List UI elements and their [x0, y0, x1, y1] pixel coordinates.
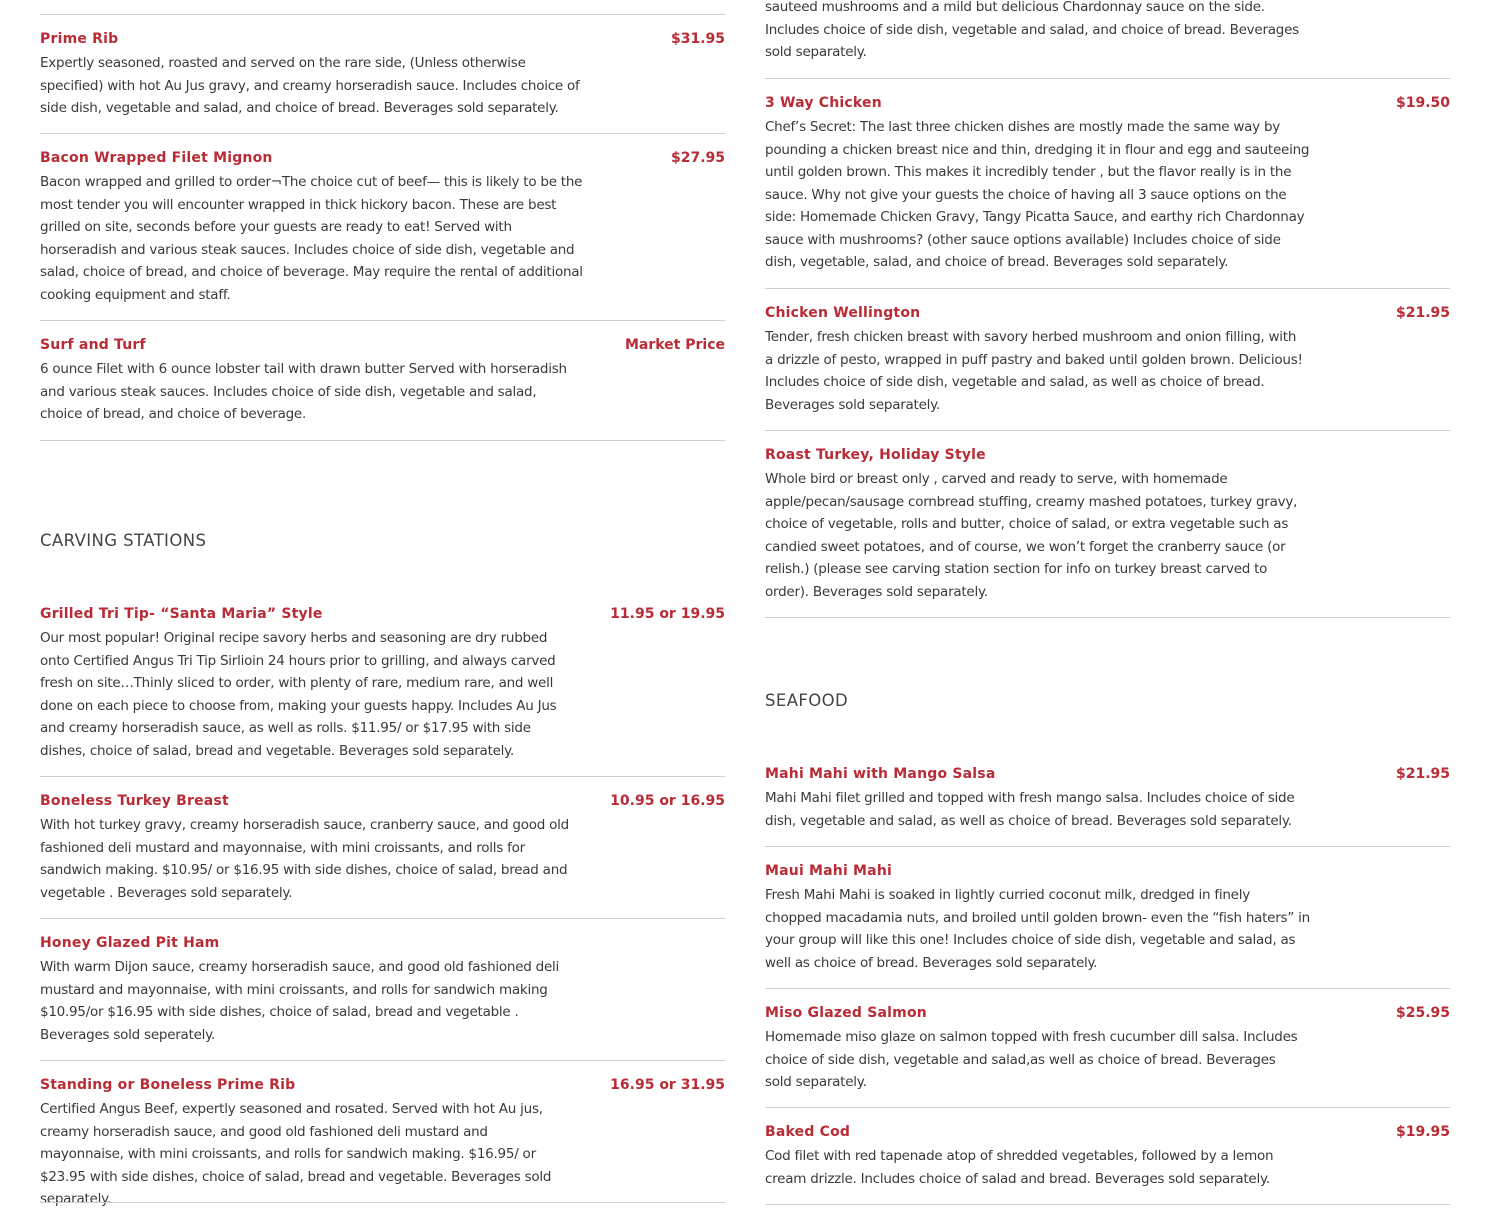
- item-price: $19.50: [1395, 95, 1450, 111]
- item-description: Fresh Mahi Mahi is soaked in lightly curried coconut milk, dredged in finely chopped macadamia nuts, and broiled until golden brown- even the “fish haters” in your group will like this one! Includes choice of side dish, vegetable and salad, as well as choice of bread. Beverages sold separately.: [765, 887, 1310, 971]
- item-name: Prime Rib: [40, 31, 119, 47]
- divider: [40, 1202, 725, 1203]
- divider: [765, 288, 1450, 289]
- section-title-carving-stations: CARVING STATIONS: [40, 531, 207, 550]
- item-price: 11.95 or 19.95: [610, 606, 725, 622]
- item-price: $19.95: [1395, 1124, 1450, 1140]
- item-description: Mahi Mahi filet grilled and topped with fresh mango salsa. Includes choice of side dish, vegetable and salad, as well as choice of bread. Beverages sold separately.: [765, 790, 1295, 829]
- item-name: Grilled Tri Tip- “Santa Maria” Style: [40, 606, 323, 622]
- item-description: Expertly seasoned, roasted and served on the rare side, (Unless otherwise specified) with hot Au Jus gravy, and creamy horseradish sauce. Includes choice of side dish, vegetable and salad, and choice of bread. Beverages sold separately.: [40, 55, 580, 116]
- item-name: Maui Mahi Mahi: [765, 863, 892, 879]
- item-name: Honey Glazed Pit Ham: [40, 935, 220, 951]
- item-price: $21.95: [1395, 766, 1450, 782]
- item-description: Certified Angus Beef, expertly seasoned and rosated. Served with hot Au jus, creamy horseradish sauce, and good old fashioned deli mustard and mayonnaise, with mini croissants, and rolls for sandwich making. $16.95/ or $23.95 with side dishes, choice of salad, bread and vegetable. Beverages sold separately.: [40, 1101, 552, 1207]
- divider: [765, 430, 1450, 431]
- item-description: Our most popular! Original recipe savory herbs and seasoning are dry rubbed onto Certified Angus Tri Tip Sirlioin 24 hours prior to grilling, and always carved fresh on site…Thinly sliced to order, with plenty of rare, medium rare, and well done on each piece to choose from, making your guests happy. Includes Au Jus and creamy horseradish sauce, as well as rolls. $11.95/ or $17.95 with side dishes, choice of salad, bread and vegetable. Beverages sold separately.: [40, 630, 557, 759]
- divider: [765, 78, 1450, 79]
- item-name: 3 Way Chicken: [765, 95, 882, 111]
- item-name: Miso Glazed Salmon: [765, 1005, 927, 1021]
- item-description-continued: sauteed mushrooms and a mild but delicious Chardonnay sauce on the side. Includes choice of side dish, vegetable and salad, and choice of bread. Beverages sold separately.: [765, 0, 1299, 60]
- divider: [40, 918, 725, 919]
- divider: [765, 1107, 1450, 1108]
- item-price: Market Price: [624, 337, 725, 353]
- section-title-seafood: SEAFOOD: [765, 691, 849, 710]
- item-name: Boneless Turkey Breast: [40, 793, 229, 809]
- item-name: Baked Cod: [765, 1124, 851, 1140]
- item-name: Mahi Mahi with Mango Salsa: [765, 766, 996, 782]
- divider: [40, 1060, 725, 1061]
- item-price: $21.95: [1395, 305, 1450, 321]
- divider: [765, 617, 1450, 618]
- item-name: Surf and Turf: [40, 337, 146, 353]
- divider: [40, 776, 725, 777]
- divider: [40, 440, 725, 441]
- divider: [40, 133, 725, 134]
- item-price: $31.95: [670, 31, 725, 47]
- divider: [765, 1204, 1450, 1205]
- divider: [765, 846, 1450, 847]
- item-price: $25.95: [1395, 1005, 1450, 1021]
- item-description: 6 ounce Filet with 6 ounce lobster tail with drawn butter Served with horseradish and various steak sauces. Includes choice of side dish, vegetable and salad, choice of bread, and choice of beverage.: [40, 361, 567, 422]
- divider: [765, 988, 1450, 989]
- item-description: With hot turkey gravy, creamy horseradish sauce, cranberry sauce, and good old fashioned deli mustard and mayonnaise, with mini croissants, and rolls for sandwich making. $10.95/ or $16.95 with side dishes, choice of salad, bread and vegetable . Beverages sold separately.: [40, 817, 569, 901]
- item-name: Standing or Boneless Prime Rib: [40, 1077, 296, 1093]
- divider: [40, 320, 725, 321]
- divider: [40, 14, 725, 15]
- item-description: With warm Dijon sauce, creamy horseradish sauce, and good old fashioned deli mustard and mayonnaise, with mini croissants, and rolls for sandwich making $10.95/or $16.95 with side dishes, choice of salad, bread and vegetable . Beverages sold seperately.: [40, 959, 560, 1043]
- item-name: Chicken Wellington: [765, 305, 921, 321]
- item-description: Tender, fresh chicken breast with savory herbed mushroom and onion filling, with a drizzle of pesto, wrapped in puff pastry and baked until golden brown. Delicious! Includes choice of side dish, vegetable and salad, as well as choice of bread. Beverages sold separately.: [765, 329, 1303, 413]
- item-description: Bacon wrapped and grilled to order¬The choice cut of beef— this is likely to be the most tender you will encounter wrapped in thick hickory bacon. These are best grilled on site, seconds before your guests are ready to eat! Served with horseradish and various steak sauces. Includes choice of side dish, vegetable and salad, choice of bread, and choice of beverage. May require the rental of additional cooking equipment and staff.: [40, 174, 583, 303]
- item-description: Homemade miso glaze on salmon topped with fresh cucumber dill salsa. Includes choice of side dish, vegetable and salad,as well as choice of bread. Beverages sold separately.: [765, 1029, 1298, 1090]
- item-price: 16.95 or 31.95: [610, 1077, 725, 1093]
- item-description: Whole bird or breast only , carved and ready to serve, with homemade apple/pecan/sausage cornbread stuffing, creamy mashed potatoes, turkey gravy, choice of vegetable, rolls and butter, choice of salad, or extra vegetable such as candied sweet potatoes, and of course, we won’t forget the cranberry sauce (or relish.) (please see carving station section for info on turkey breast carved to order). Beverages sold separately.: [765, 471, 1298, 600]
- item-description: Chef’s Secret: The last three chicken dishes are mostly made the same way by pounding a chicken breast nice and thin, dredging it in flour and egg and sauteeing until golden brown. This makes it incredibly tender , but the flavor really is in the sauce. Why not give your guests the choice of having all 3 sauce options on the side: Homemade Chicken Gravy, Tangy Picatta Sauce, and earthy rich Chardonnay sauce with mushrooms? (other sauce options available) Includes choice of side dish, vegetable, salad, and choice of bread. Beverages sold separately.: [765, 119, 1310, 270]
- item-name: Bacon Wrapped Filet Mignon: [40, 150, 273, 166]
- item-price: $27.95: [670, 150, 725, 166]
- item-name: Roast Turkey, Holiday Style: [765, 447, 986, 463]
- item-description: Cod filet with red tapenade atop of shredded vegetables, followed by a lemon cream drizzle. Includes choice of salad and bread. Beverages sold separately.: [765, 1148, 1274, 1187]
- item-price: 10.95 or 16.95: [610, 793, 725, 809]
